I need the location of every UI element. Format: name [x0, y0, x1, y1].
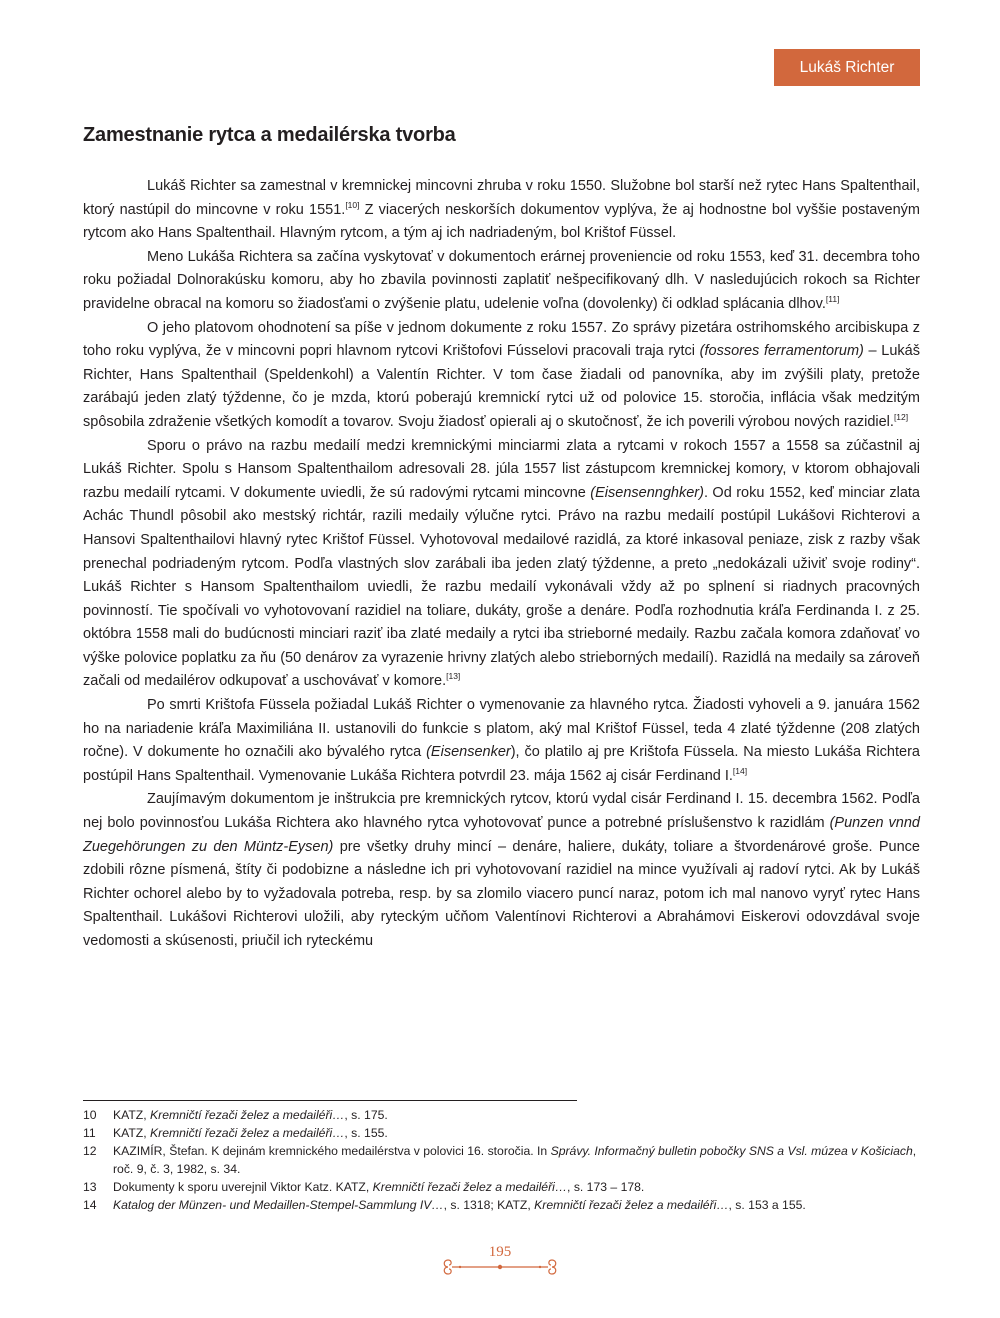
body-text	[83, 175, 920, 954]
text-run: Sporu o právo na razbu medailí medzi kremnickými minciarmi zlata a rytcami v rokoch 1557 a 1558 sa zúčastnil aj Lukáš Richter. Spolu s Hansom Spaltenthailom adresovali 28. júla 1557 list zástupcom kremnickej komory, v ktorom obhajovali razbu medailí rytcami. V dokumente uviedli, že sú radovými rytcami mincovne	[83, 437, 920, 501]
italic-text: Kremničtí řezači želez a medailéři…	[150, 1126, 345, 1140]
italic-text: (Eisensennghker)	[590, 484, 704, 501]
text-run: – Lukáš Richter, Hans Spaltenthail (Speldenkohl) a Valentín Richter. V tom čase žiadali od panovníka, aby im zvýšili platy, pretože zarábajú jeden zlatý týždenne, čo je mzda, ktorú poberajú kremnickí rytci už od polovice 15. storočia, inflácia však medzitým spôsobila zdraženie všetkých komodít a tovarov. Svoju žiadosť opierali aj o skutočnosť, že ich poverili výrobou nových razidiel.	[83, 343, 920, 430]
italic-text: (Punzen vnnd Zuegehörungen zu den Müntz-Eysen)	[83, 815, 920, 855]
text-run: ), čo platilo aj pre Krištofa Füssela. Na miesto Lukáša Richtera postúpil Hans Spaltenthail. Vymenovanie Lukáša Richtera potvrdil 23. mája 1562 aj cisár Ferdinand I.	[83, 744, 920, 784]
text-run: Dokumenty k sporu uverejnil Viktor Katz. KATZ,	[113, 1180, 373, 1194]
text-run: , s. 173 – 178.	[567, 1180, 645, 1194]
footnote-ref: [11]	[825, 293, 840, 304]
footnote	[83, 1178, 920, 1196]
body-paragraph	[83, 694, 920, 788]
italic-text: Správy. Informačný bulletin pobočky SNS a Vsl. múzea v Košiciach	[550, 1144, 913, 1158]
text-run: Zaujímavým dokumentom je inštrukcia pre kremnických rytcov, ktorú vydal cisár Ferdinand I. 15. decembra 1562. Podľa nej bolo povinnosťou Lukáša Richtera ako hlavného rytca vyhotovovať punce a potrebné príslušenstvo k razidlám	[83, 791, 920, 832]
section-title: Zamestnanie rytca a medailérska tvorba	[83, 124, 456, 146]
footnote	[83, 1124, 920, 1142]
text-run: KAZIMÍR, Štefan. K dejinám kremnického medailérstva v polovici 16. storočia. In	[113, 1144, 551, 1158]
body-paragraph	[83, 317, 920, 435]
text-run: pre všetky druhy mincí – denáre, haliere, dukáty, toliare a štvordenárové groše. Punce zdobili rôzne písmená, štíty či podobizne a následne ich pri vyhotovovaní razidiel na mince využívali aj radoví rytci. Ak by Lukáš Richter ochorel alebo by to vyžadovala potreba, resp. by sa zlomilo viacero puncí naraz, potom ich mal nanovo vyryť rytec Hans Spaltenthail. Lukášovi Richterovi uložili, aby ryteckým učňom Valentínovi Richterovi a Abrahámovi Eiskerovi odovzdával svoje vedomosti a skúsenosti, priučil ich ryteckému	[83, 838, 920, 949]
footnote-number: 14	[83, 1198, 97, 1212]
page-ornament-icon	[440, 1256, 560, 1278]
text-run: , s. 153 a 155.	[728, 1198, 806, 1212]
footnote-text	[113, 1142, 920, 1178]
italic-text: (fossores ferramentorum)	[699, 343, 864, 360]
footnote	[83, 1106, 920, 1124]
page-number: 195	[488, 1244, 512, 1260]
footnote-ref: [13]	[446, 671, 461, 682]
footnote-ref: [14]	[732, 765, 748, 776]
text-run: , s. 1318; KATZ,	[443, 1198, 535, 1212]
footnote	[83, 1196, 920, 1214]
italic-text: Kremničtí řezači želez a medailéři…	[150, 1108, 345, 1122]
italic-text: (Eisensenker	[426, 744, 511, 761]
footnotes	[83, 1106, 920, 1214]
text-run: , roč. 9, č. 3, 1982, s. 34.	[113, 1144, 917, 1176]
text-run: KATZ,	[113, 1108, 151, 1122]
italic-text: Kremničtí řezači želez a medailéři…	[534, 1198, 729, 1212]
footnote-text	[113, 1178, 920, 1196]
footnote-ref: [12]	[893, 411, 909, 422]
footnote	[83, 1142, 920, 1178]
footnote-number: 11	[83, 1126, 96, 1140]
text-run: , s. 175.	[344, 1108, 388, 1122]
footnote-divider	[83, 1100, 577, 1101]
text-run: Lukáš Richter sa zamestnal v kremnickej mincovni zhruba v roku 1550. Služobne bol starší než rytec Hans Spaltenthail, ktorý nastúpil do mincovne v roku 1551.	[83, 178, 920, 218]
body-paragraph	[83, 788, 920, 953]
text-run: O jeho platovom ohodnotení sa píše v jednom dokumente z roku 1557. Zo správy pizetára ostrihomského arcibiskupa z toho roku vyplýva, že v mincovni popri hlavnom rytcovi Krištofovi Fússelovi pracovali traja rytci	[83, 319, 920, 360]
footnote-number: 10	[83, 1108, 97, 1122]
text-run: Z viacerých neskorších dokumentov vyplýva, že aj hodnostne bol vyššie postaveným rytcom ako Hans Spaltenthail. Hlavným rytcom, a tým aj ich nadriadeným, bol Krištof Füssel.	[83, 201, 921, 242]
footnote-ref: [10]	[345, 199, 360, 210]
author-name: Lukáš Richter	[799, 58, 895, 76]
author-badge	[774, 49, 920, 86]
text-run: . Od roku 1552, keď minciar zlata Achác Thundl pôsobil ako mestský richtár, razili medaily výlučne rytci. Právo na razbu medailí postúpil Lukášovi Richterovi a Hansovi Spaltenthailovi hlavný rytec Krištof Füssel. Vyhotovoval medailové razidlá, za ktoré inkasoval peniaze, zisk z razby však prenechal podriadeným rytcom. Podľa vlastných slov zarábali iba jeden zlatý týždenne, a preto „nedokázali uživiť svoje rodiny“. Lukáš Richter s Hansom Spaltenthailom uviedli, že razbu medailí vykonávali vždy až po splnení si riadnych pracovných povinností. Tie spočívali vo vyhotovovaní razidiel na toliare, dukáty, groše a denáre. Podľa rozhodnutia kráľa Ferdinanda I. z 25. októbra 1558 mali do budúcnosti minciari raziť iba zlaté medaily a rytci iba strieborné medaily. Razbu začala komora zdaňovať vo výške polovice poplatku za ňu (50 denárov za vyrazenie hrivny zlatých alebo strieborných medailí). Razidlá na medaily sa zároveň začali od medailérov odkupovať a uschovávať v komore.	[83, 484, 920, 690]
body-paragraph	[83, 435, 920, 695]
body-paragraph	[83, 175, 920, 246]
footnote-number: 13	[83, 1180, 97, 1194]
footnote-text	[113, 1196, 920, 1214]
text-run: , s. 155.	[344, 1126, 388, 1140]
text-run: Po smrti Krištofa Füssela požiadal Lukáš Richter o vymenovanie za hlavného rytca. Žiadosti vyhoveli a 9. januára 1562 ho na nariadenie kráľa Maximiliána II. ustanovili do funkcie s platom, aký mal Krištof Füssel, teda 4 zlaté týždenne (208 zlatých ročne). V dokumente ho označili ako bývalého rytca	[83, 697, 920, 761]
footnote-text	[113, 1124, 920, 1142]
body-paragraph	[83, 246, 920, 317]
text-run: Meno Lukáša Richtera sa začína vyskytovať v dokumentoch erárnej proveniencie od roku 1553, keď 31. decembra toho roku požiadal Dolnorakúsku komoru, aby ho zbavila povinnosti zaplatiť nešpecifikovaný dlh. V nasledujúcich rokoch sa Richter pravidelne obracal na komoru so žiadosťami o zvýšenie platu, udelenie voľna (dovolenky) či odklad splácania dlhov.	[83, 248, 920, 312]
text-run: KATZ,	[113, 1126, 151, 1140]
footnote-number: 12	[83, 1144, 97, 1158]
italic-text: Kremničtí řezači želez a medailéři…	[372, 1180, 568, 1194]
italic-text: Katalog der Münzen- und Medaillen-Stempel-Sammlung IV…	[113, 1198, 444, 1212]
footnote-text	[113, 1106, 920, 1124]
